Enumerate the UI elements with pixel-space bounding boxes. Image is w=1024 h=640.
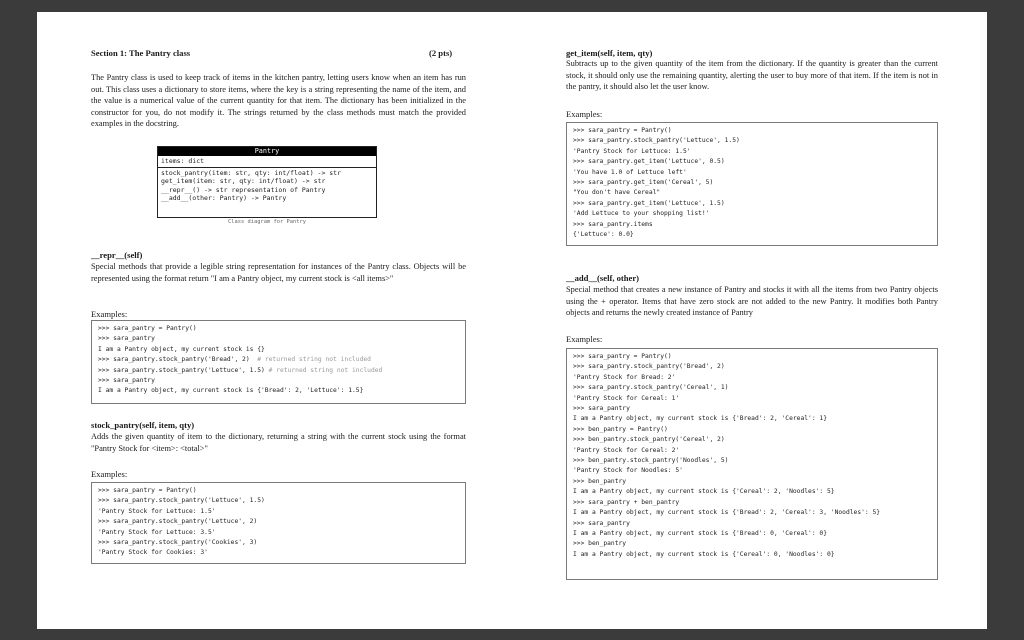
code-line: >>> sara_pantry.stock_pantry('Lettuce', 1.5) (573, 137, 740, 145)
code-comment: # returned string not included (268, 366, 383, 374)
code-line: >>> sara_pantry.items (573, 220, 653, 228)
code-line: >>> sara_pantry (98, 377, 155, 385)
code-line: I am a Pantry object, my current stock is {'Bread': 2, 'Cereal': 1} (573, 415, 828, 423)
uml-attributes (158, 156, 376, 168)
section-title: Section 1: The Pantry class (91, 48, 191, 58)
code-comment: # returned string not included (257, 356, 371, 364)
code-line: >>> sara_pantry.stock_pantry('Cereal', 1) (573, 384, 729, 392)
uml-caption: Class diagram for Pantry (228, 219, 306, 225)
code-line: >>> sara_pantry (573, 519, 630, 527)
code-line: 'Pantry Stock for Cereal: 2' (573, 446, 680, 454)
code-line: I am a Pantry object, my current stock is {'Bread': 2, 'Cereal': 3, 'Noodles': 5} (573, 509, 881, 517)
code-line: >>> sara_pantry.stock_pantry('Cookies', 3) (98, 539, 258, 547)
document-page (37, 12, 987, 629)
code-line: >>> sara_pantry.stock_pantry('Lettuce', 2) (98, 518, 258, 526)
code-line: I am a Pantry object, my current stock is {} (98, 345, 265, 353)
get-item-description: Subtracts up to the given quantity of the item from the dictionary. If the quantity is greater than the current stock, it should only use the remaining quantity, alerting the user to buy more of that item. If the item is not in the pantry, it should also let the user know. (566, 59, 938, 92)
code-line: >>> sara_pantry = Pantry() (573, 127, 672, 134)
stock-examples-label: Examples: (91, 469, 128, 479)
code-line: 'You have 1.0 of Lettuce left' (573, 168, 687, 176)
stock-description: Adds the given quantity of item to the dictionary, returning a string with the current stock using the format "Pantry Stock for <item>: <total>" (91, 432, 466, 453)
code-line: 'Pantry Stock for Lettuce: 1.5' (573, 147, 691, 155)
code-line: >>> sara_pantry.stock_pantry('Lettuce', 1.5) (98, 497, 265, 505)
code-line: >>> ben_pantry.stock_pantry('Cereal', 2) (573, 436, 725, 444)
code-line: >>> sara_pantry.get_item('Lettuce', 0.5) (573, 158, 725, 166)
repr-description: Special methods that provide a legible string representation for instances of the Pantry class. Objects will be represented using the format return "I am a Pantry object, my current stock is <all items>" (91, 262, 466, 283)
code-line: >>> ben_pantry (573, 540, 627, 548)
repr-code-block (91, 320, 466, 404)
code-line: >>> sara_pantry.stock_pantry('Bread', 2) (573, 363, 725, 371)
code-line: 'Pantry Stock for Bread: 2' (573, 373, 676, 381)
code-line: >>> ben_pantry = Pantry() (573, 425, 668, 433)
repr-examples-label: Examples: (91, 309, 128, 319)
code-line: >>> sara_pantry = Pantry() (573, 353, 672, 360)
code-line: >>> sara_pantry = Pantry() (98, 487, 197, 494)
stock-code-block (91, 482, 466, 564)
repr-heading: __repr__(self) (91, 250, 143, 260)
code-line: 'Pantry Stock for Lettuce: 1.5' (98, 507, 216, 515)
code-line: >>> sara_pantry (98, 335, 155, 343)
code-line: 'Pantry Stock for Noodles: 5' (573, 467, 683, 475)
code-line: >>> ben_pantry (573, 477, 627, 485)
code-line: I am a Pantry object, my current stock is {'Cereal': 0, 'Noodles': 0} (573, 550, 835, 558)
code-line: >>> sara_pantry.stock_pantry('Lettuce', 1.5) # returned string not included (98, 366, 383, 374)
uml-class-diagram (157, 146, 377, 218)
code-line: >>> sara_pantry (573, 405, 630, 413)
uml-method: __repr__() -> str representation of Pantry (161, 185, 326, 194)
code-line: I am a Pantry object, my current stock is {'Bread': 0, 'Cereal': 0} (573, 529, 828, 537)
code-line: "You don't have Cereal" (573, 189, 661, 197)
add-code-block (566, 348, 938, 580)
get-item-code-block (566, 122, 938, 246)
get-item-examples-label: Examples: (566, 109, 603, 119)
add-examples-label: Examples: (566, 334, 603, 344)
code-line: I am a Pantry object, my current stock is {'Cereal': 2, 'Noodles': 5} (573, 488, 835, 496)
uml-method: get_item(item: str, qty: int/float) -> str (161, 177, 326, 186)
code-line: 'Add Lettuce to your shopping list!' (573, 210, 710, 218)
code-line: >>> ben_pantry.stock_pantry('Noodles', 5) (573, 457, 729, 465)
code-line: >>> sara_pantry.get_item('Lettuce', 1.5) (573, 199, 725, 207)
points-label: (2 pts) (429, 48, 453, 58)
code-line: >>> sara_pantry.stock_pantry('Bread', 2) # returned string not included (98, 356, 371, 364)
add-heading: __add__(self, other) (566, 273, 640, 283)
add-description: Special method that creates a new instance of Pantry and stocks it with all the items from two Pantry objects using the + operator. Items that have zero stock are not added to the new Pantry. It modifies both Pantry objects and returns the newly created instance of Pantry (566, 285, 938, 318)
code-line: >>> sara_pantry + ben_pantry (573, 498, 680, 506)
code-line: {'Lettuce': 0.0} (573, 231, 634, 239)
code-line: 'Pantry Stock for Cereal: 1' (573, 394, 680, 402)
uml-method: __add__(other: Pantry) -> Pantry (161, 194, 287, 203)
uml-attribute: items: dict (161, 157, 205, 165)
uml-method: stock_pantry(item: str, qty: int/float) -> str (161, 168, 342, 177)
code-line: 'Pantry Stock for Lettuce: 3.5' (98, 528, 216, 536)
code-line: 'Pantry Stock for Cookies: 3' (98, 549, 208, 557)
get-item-heading: get_item(self, item, qty) (566, 48, 653, 58)
code-line: I am a Pantry object, my current stock is {'Bread': 2, 'Lettuce': 1.5} (98, 387, 364, 395)
uml-methods (158, 168, 376, 204)
code-line: >>> sara_pantry.get_item('Cereal', 5) (573, 179, 714, 187)
intro-paragraph: The Pantry class is used to keep track of items in the kitchen pantry, letting users know when an item has run out. This class uses a dictionary to store items, where the key is a string representing the name of the item, and the value is a numerical value of the current quantity for that item. The dictionary has been initialized in the constructor for you, do not modify it. The strings returned by the class methods must match the provided examples in the docstring. (91, 73, 466, 129)
uml-class-title: Pantry (158, 147, 376, 156)
stock-heading: stock_pantry(self, item, qty) (91, 420, 195, 430)
code-line: >>> sara_pantry = Pantry() (98, 325, 197, 332)
